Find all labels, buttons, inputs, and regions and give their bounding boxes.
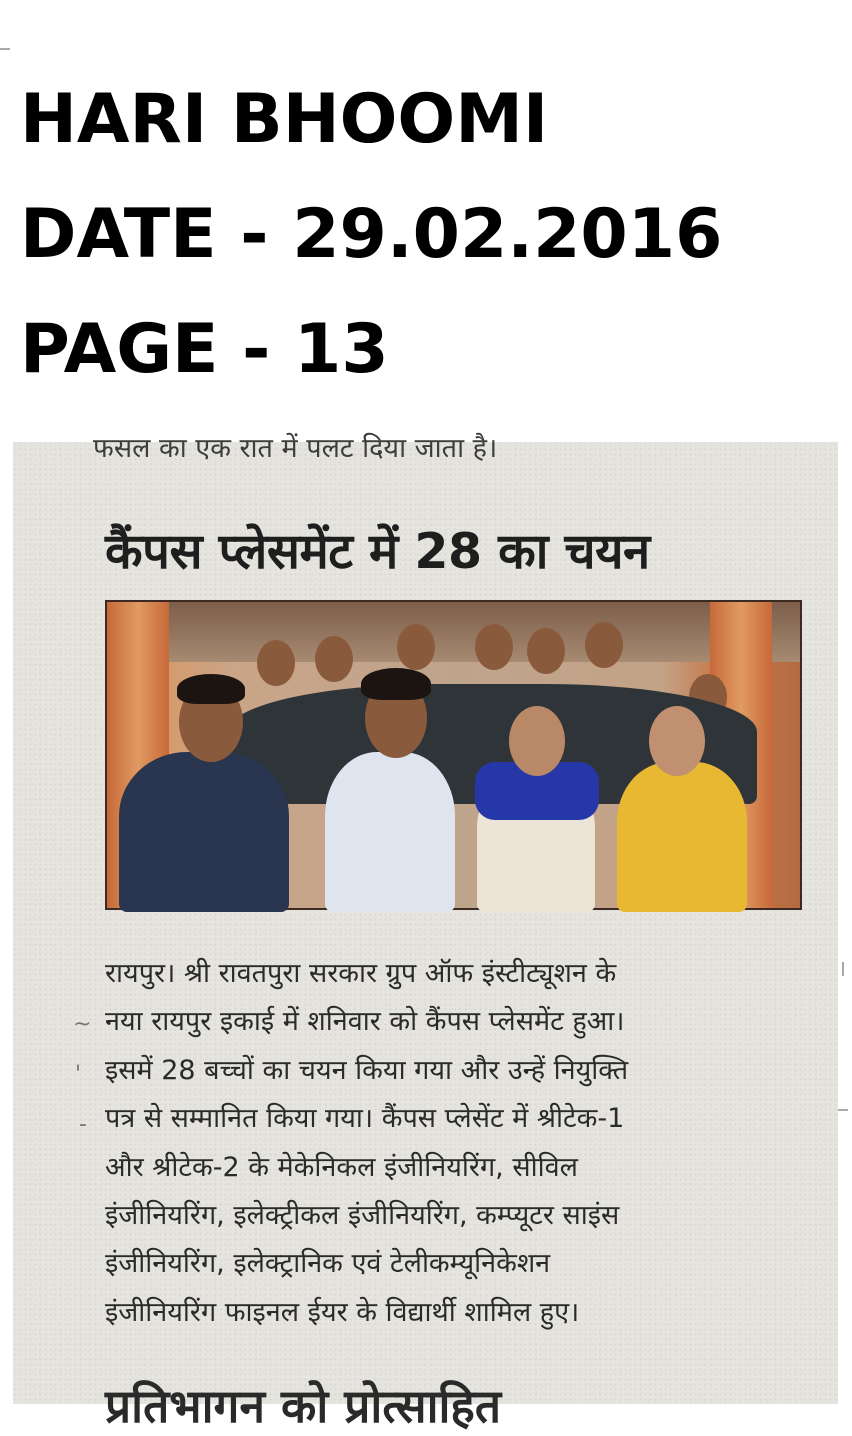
margin-mark-3: - (79, 1112, 87, 1137)
article-line: इंजीनियरिंग, इलेक्ट्रानिक एवं टेलीकम्यूनिकेशन (105, 1248, 551, 1280)
article-body (105, 950, 775, 1337)
student-back-1 (257, 640, 295, 686)
student-front-4 (649, 706, 705, 776)
publication-date: DATE - 29.02.2016 (20, 195, 723, 274)
student-front-3 (509, 706, 565, 776)
newspaper-clipping (13, 433, 838, 1433)
photo-ceiling (107, 602, 800, 662)
group-photo (105, 600, 802, 910)
article-line: इंजीनियरिंग फाइनल ईयर के विद्यार्थी शामिल हुए। (105, 1296, 580, 1328)
student-back-5 (527, 628, 565, 674)
article-headline: कैंपस प्लेसमेंट में 28 का चयन (105, 523, 650, 580)
scan-mark-right-2 (838, 1109, 848, 1111)
student-front-1-hair (177, 674, 245, 704)
student-back-6 (585, 622, 623, 668)
clipping-header (20, 62, 722, 407)
student-back-2 (315, 636, 353, 682)
margin-mark-1: ~ (73, 1012, 92, 1037)
article-line: इंजीनियरिंग, इलेक्ट्रीकल इंजीनियरिंग, कम्प्यूटर साइंस (105, 1200, 620, 1232)
student-front-4-body (617, 762, 747, 912)
student-back-3 (397, 624, 435, 670)
student-front-2-body (325, 752, 455, 912)
article-line: रायपुर। श्री रावतपुरा सरकार ग्रुप ऑफ इंस्टीट्यूशन के (105, 958, 617, 989)
newspaper-name: HARI BHOOMI (20, 80, 549, 159)
article-line: नया रायपुर इकाई में शनिवार को कैंपस प्लेसमेंट हुआ। (105, 1006, 625, 1038)
scan-mark-right-1 (842, 962, 844, 976)
article-line: इसमें 28 बच्चों का चयन किया गया और उन्हें नियुक्ति (105, 1054, 629, 1086)
student-back-4 (475, 624, 513, 670)
clipped-previous-article-text: फसल का एक रात में पलट दिया जाता है। (93, 433, 498, 464)
clipped-next-headline: प्रतिभागन को प्रोत्साहित (105, 1379, 502, 1433)
student-front-1-body (119, 752, 289, 912)
margin-mark-2: ' (75, 1062, 82, 1087)
article-line: और श्रीटेक-2 के मेकेनिकल इंजीनियरिंग, सीविल (105, 1151, 578, 1183)
article-line: पत्र से सम्मानित किया गया। कैंपस प्लेसेंट में श्रीटेक-1 (105, 1103, 625, 1135)
scan-mark-left (0, 48, 10, 50)
page-number: PAGE - 13 (20, 310, 389, 389)
student-front-2-hair (361, 668, 431, 700)
